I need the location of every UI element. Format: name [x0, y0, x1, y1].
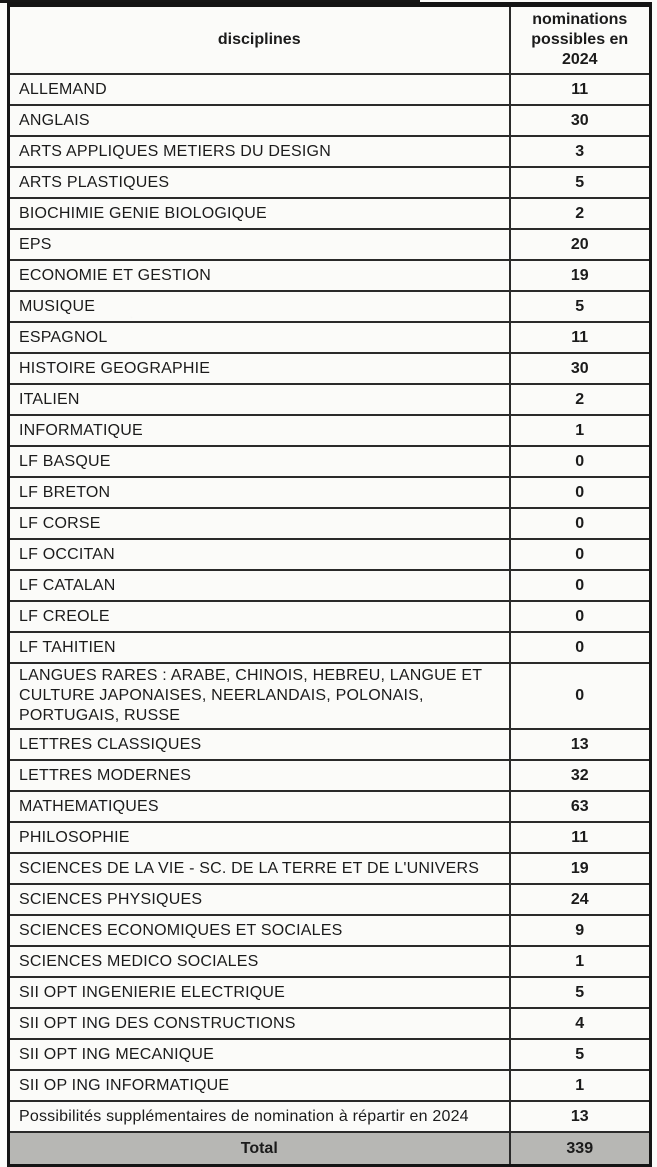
table-row: [9, 1008, 651, 1039]
total-label: Total: [9, 1132, 510, 1166]
table-row: [9, 508, 651, 539]
table-row: [9, 791, 651, 822]
discipline-cell: MATHEMATIQUES: [9, 791, 510, 822]
table-row: [9, 884, 651, 915]
nominations-cell: 0: [510, 508, 651, 539]
nominations-cell: 0: [510, 570, 651, 601]
nominations-cell: 30: [510, 353, 651, 384]
nominations-cell: 63: [510, 791, 651, 822]
discipline-cell: ECONOMIE ET GESTION: [9, 260, 510, 291]
table-row: [9, 760, 651, 791]
table-row: [9, 384, 651, 415]
discipline-cell: LF CORSE: [9, 508, 510, 539]
discipline-cell: LF TAHITIEN: [9, 632, 510, 663]
total-value: 339: [510, 1132, 651, 1166]
nominations-cell: 1: [510, 415, 651, 446]
total-row: [9, 1132, 651, 1166]
table-row: [9, 632, 651, 663]
table-row: [9, 260, 651, 291]
discipline-cell: LF BASQUE: [9, 446, 510, 477]
table-row: [9, 1101, 651, 1132]
nominations-cell: 0: [510, 601, 651, 632]
table-row: [9, 136, 651, 167]
discipline-cell: LANGUES RARES : ARABE, CHINOIS, HEBREU, LANGUE ET CULTURE JAPONAISES, NEERLANDAIS, POLONAIS, PORTUGAIS, RUSSE: [9, 663, 510, 729]
nominations-cell: 5: [510, 167, 651, 198]
nominations-cell: 0: [510, 539, 651, 570]
table-row: [9, 1070, 651, 1101]
discipline-cell: SCIENCES ECONOMIQUES ET SOCIALES: [9, 915, 510, 946]
column-header-nominations: nominations possibles en 2024: [510, 5, 651, 75]
discipline-cell: ALLEMAND: [9, 74, 510, 105]
table-row: [9, 601, 651, 632]
table-body: [9, 74, 651, 1132]
discipline-cell: ARTS APPLIQUES METIERS DU DESIGN: [9, 136, 510, 167]
discipline-cell: ITALIEN: [9, 384, 510, 415]
table-row: [9, 977, 651, 1008]
discipline-cell: LETTRES MODERNES: [9, 760, 510, 791]
discipline-cell: LF CREOLE: [9, 601, 510, 632]
table-row: [9, 477, 651, 508]
table-row: [9, 570, 651, 601]
table-row: [9, 167, 651, 198]
nominations-cell: 5: [510, 977, 651, 1008]
discipline-cell: LF OCCITAN: [9, 539, 510, 570]
nominations-cell: 4: [510, 1008, 651, 1039]
nominations-cell: 5: [510, 1039, 651, 1070]
nominations-cell: 19: [510, 260, 651, 291]
nominations-cell: 2: [510, 198, 651, 229]
table-row: [9, 915, 651, 946]
nominations-cell: 20: [510, 229, 651, 260]
nominations-cell: 24: [510, 884, 651, 915]
table-row: [9, 1039, 651, 1070]
table-row: [9, 539, 651, 570]
discipline-cell: SII OPT ING MECANIQUE: [9, 1039, 510, 1070]
discipline-cell: SCIENCES PHYSIQUES: [9, 884, 510, 915]
discipline-cell: EPS: [9, 229, 510, 260]
table-footer: [9, 1132, 651, 1166]
column-header-disciplines: disciplines: [9, 5, 510, 75]
discipline-cell: LETTRES CLASSIQUES: [9, 729, 510, 760]
table-row: [9, 853, 651, 884]
table-row: [9, 291, 651, 322]
discipline-cell: SCIENCES MEDICO SOCIALES: [9, 946, 510, 977]
nominations-cell: 13: [510, 1101, 651, 1132]
nominations-cell: 2: [510, 384, 651, 415]
nominations-cell: 19: [510, 853, 651, 884]
discipline-cell: SII OPT ING DES CONSTRUCTIONS: [9, 1008, 510, 1039]
discipline-cell: ARTS PLASTIQUES: [9, 167, 510, 198]
discipline-cell: INFORMATIQUE: [9, 415, 510, 446]
nominations-cell: 13: [510, 729, 651, 760]
discipline-cell: HISTOIRE GEOGRAPHIE: [9, 353, 510, 384]
header-row: [9, 5, 651, 75]
table-row: [9, 729, 651, 760]
nominations-cell: 1: [510, 1070, 651, 1101]
table-row: [9, 822, 651, 853]
nominations-cell: 30: [510, 105, 651, 136]
nominations-cell: 11: [510, 822, 651, 853]
table-row: [9, 229, 651, 260]
table-row: [9, 663, 651, 729]
nominations-cell: 0: [510, 632, 651, 663]
nominations-cell: 1: [510, 946, 651, 977]
discipline-cell: LF BRETON: [9, 477, 510, 508]
table-row: [9, 446, 651, 477]
nominations-cell: 11: [510, 74, 651, 105]
nominations-cell: 32: [510, 760, 651, 791]
nominations-cell: 5: [510, 291, 651, 322]
nominations-cell: 0: [510, 446, 651, 477]
discipline-cell: SII OP ING INFORMATIQUE: [9, 1070, 510, 1101]
discipline-cell: Possibilités supplémentaires de nomination à répartir en 2024: [9, 1101, 510, 1132]
table-header: [9, 5, 651, 75]
table-row: [9, 415, 651, 446]
table-row: [9, 198, 651, 229]
nominations-cell: 0: [510, 663, 651, 729]
discipline-cell: MUSIQUE: [9, 291, 510, 322]
discipline-cell: PHILOSOPHIE: [9, 822, 510, 853]
discipline-cell: ANGLAIS: [9, 105, 510, 136]
nominations-cell: 9: [510, 915, 651, 946]
discipline-cell: LF CATALAN: [9, 570, 510, 601]
table-row: [9, 946, 651, 977]
discipline-cell: SCIENCES DE LA VIE - SC. DE LA TERRE ET DE L'UNIVERS: [9, 853, 510, 884]
nominations-cell: 11: [510, 322, 651, 353]
table-row: [9, 74, 651, 105]
nominations-cell: 0: [510, 477, 651, 508]
discipline-cell: SII OPT INGENIERIE ELECTRIQUE: [9, 977, 510, 1008]
table-row: [9, 322, 651, 353]
table-row: [9, 353, 651, 384]
table-row: [9, 105, 651, 136]
discipline-cell: ESPAGNOL: [9, 322, 510, 353]
nominations-cell: 3: [510, 136, 651, 167]
nominations-table: [7, 2, 652, 1167]
discipline-cell: BIOCHIMIE GENIE BIOLOGIQUE: [9, 198, 510, 229]
